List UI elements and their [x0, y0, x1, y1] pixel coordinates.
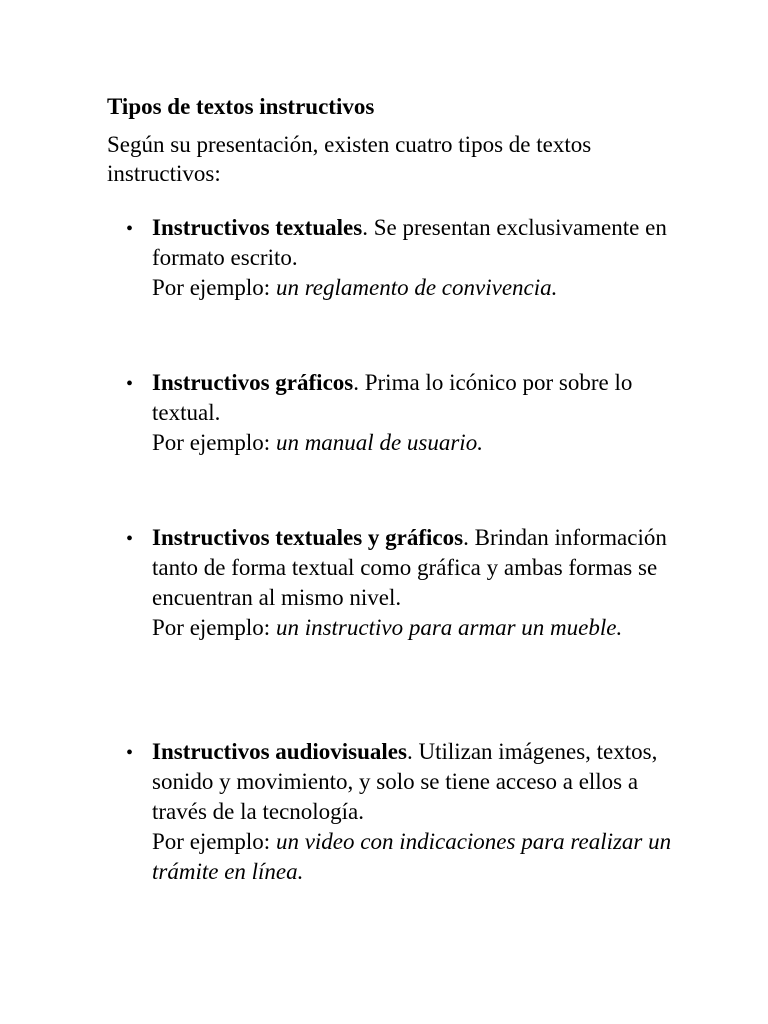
bullet-icon: • [126, 218, 134, 240]
item-term: Instructivos audiovisuales [152, 739, 407, 764]
bullet-icon: • [126, 373, 134, 395]
example-text: un video con indicaciones para realizar un trámite en línea. [152, 829, 672, 884]
list-item-graficos [126, 368, 672, 458]
item-description: . Prima lo icónico por sobre lo textual. [152, 370, 633, 425]
example-label: Por ejemplo: [152, 615, 276, 640]
item-example [152, 273, 672, 303]
example-label: Por ejemplo: [152, 829, 276, 854]
item-description: . Se presentan exclusivamente en formato escrito. [152, 215, 667, 270]
list-item-textuales-y-graficos [126, 523, 672, 643]
item-example [152, 428, 672, 458]
example-text: un instructivo para armar un mueble. [275, 615, 623, 640]
example-label: Por ejemplo: [152, 430, 276, 455]
item-description: . Utilizan imágenes, textos, sonido y movimiento, y solo se tiene acceso a ellos a través de la tecnología. [152, 739, 658, 824]
example-label: Por ejemplo: [152, 275, 276, 300]
item-example [152, 827, 672, 887]
item-example [152, 613, 672, 643]
item-body [152, 739, 657, 824]
list-item-textuales [126, 213, 672, 303]
bullet-icon: • [126, 528, 134, 550]
example-text: un reglamento de convivencia. [275, 275, 558, 300]
item-term: Instructivos textuales y gráficos [152, 525, 464, 550]
list-item-audiovisuales [126, 737, 672, 887]
item-body [152, 525, 667, 610]
document-title: Tipos de textos instructivos [107, 94, 375, 119]
intro-paragraph: Según su presentación, existen cuatro tipos de textos instructivos: [107, 132, 592, 186]
bullet-icon: • [126, 742, 134, 764]
item-description: . Brindan información tanto de forma textual como gráfica y ambas formas se encuentran al mismo nivel. [152, 525, 667, 610]
item-term: Instructivos gráficos [152, 370, 354, 395]
item-term: Instructivos textuales [152, 215, 363, 240]
example-text: un manual de usuario. [275, 430, 483, 455]
item-body [152, 370, 632, 425]
item-body [152, 215, 667, 270]
